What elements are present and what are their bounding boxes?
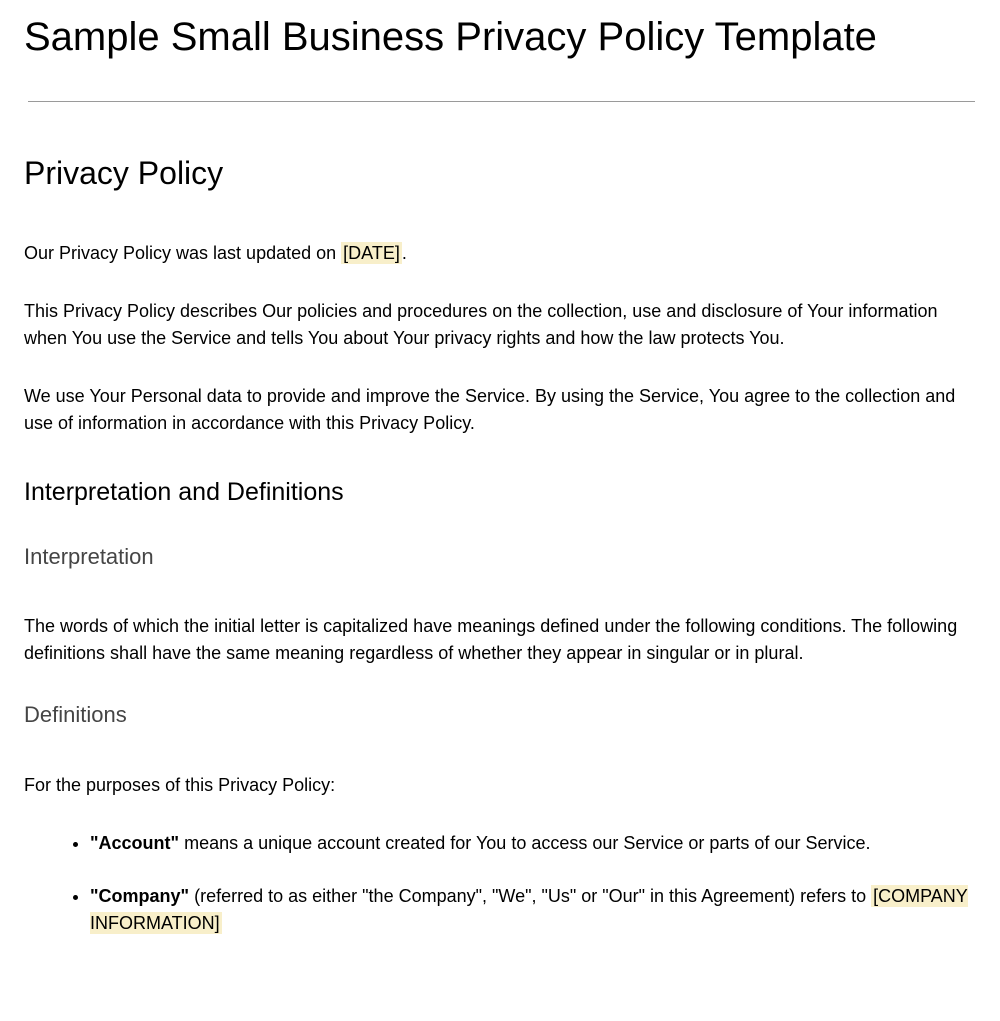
interpretation-heading: Interpretation bbox=[24, 543, 154, 569]
title-divider bbox=[28, 101, 975, 102]
company-information-highlight: [COMPANY INFORMATION] bbox=[90, 885, 968, 933]
definition-item-account bbox=[90, 830, 975, 857]
definition-item-company bbox=[90, 883, 975, 937]
last-updated-suffix: . bbox=[401, 243, 407, 264]
interpretation-paragraph: The words of which the initial letter is capitalized have meanings defined under the following conditions. The following definitions shall have the same meaning regardless of whether they appear in singular or in plural. bbox=[24, 616, 958, 664]
privacy-policy-heading: Privacy Policy bbox=[24, 155, 224, 191]
interpretation-and-definitions-heading: Interpretation and Definitions bbox=[24, 478, 344, 507]
document-title: Sample Small Business Privacy Policy Template bbox=[24, 15, 877, 59]
definitions-list bbox=[24, 830, 975, 937]
intro-paragraph: This Privacy Policy describes Our policies and procedures on the collection, use and disclosure of Your information when You use the Service and tells You about Your privacy rights and how the law protects You. bbox=[24, 301, 938, 349]
definitions-lead-paragraph: For the purposes of this Privacy Policy: bbox=[24, 774, 336, 795]
usage-paragraph: We use Your Personal data to provide and improve the Service. By using the Service, You agree to the collection and use of information in accordance with this Privacy Policy. bbox=[24, 386, 956, 434]
definition-term: "Account" bbox=[90, 832, 180, 853]
definition-text: (referred to as either "the Company", "We", "Us" or "Our" in this Agreement) refers to bbox=[189, 885, 872, 906]
last-updated-paragraph bbox=[24, 240, 975, 267]
definition-term: "Company" bbox=[90, 885, 190, 906]
last-updated-prefix: Our Privacy Policy was last updated on bbox=[24, 243, 342, 264]
definition-text: means a unique account created for You to access our Service or parts of our Service. bbox=[179, 832, 871, 853]
definitions-heading: Definitions bbox=[24, 702, 127, 728]
date-placeholder-highlight: [DATE] bbox=[343, 243, 400, 264]
